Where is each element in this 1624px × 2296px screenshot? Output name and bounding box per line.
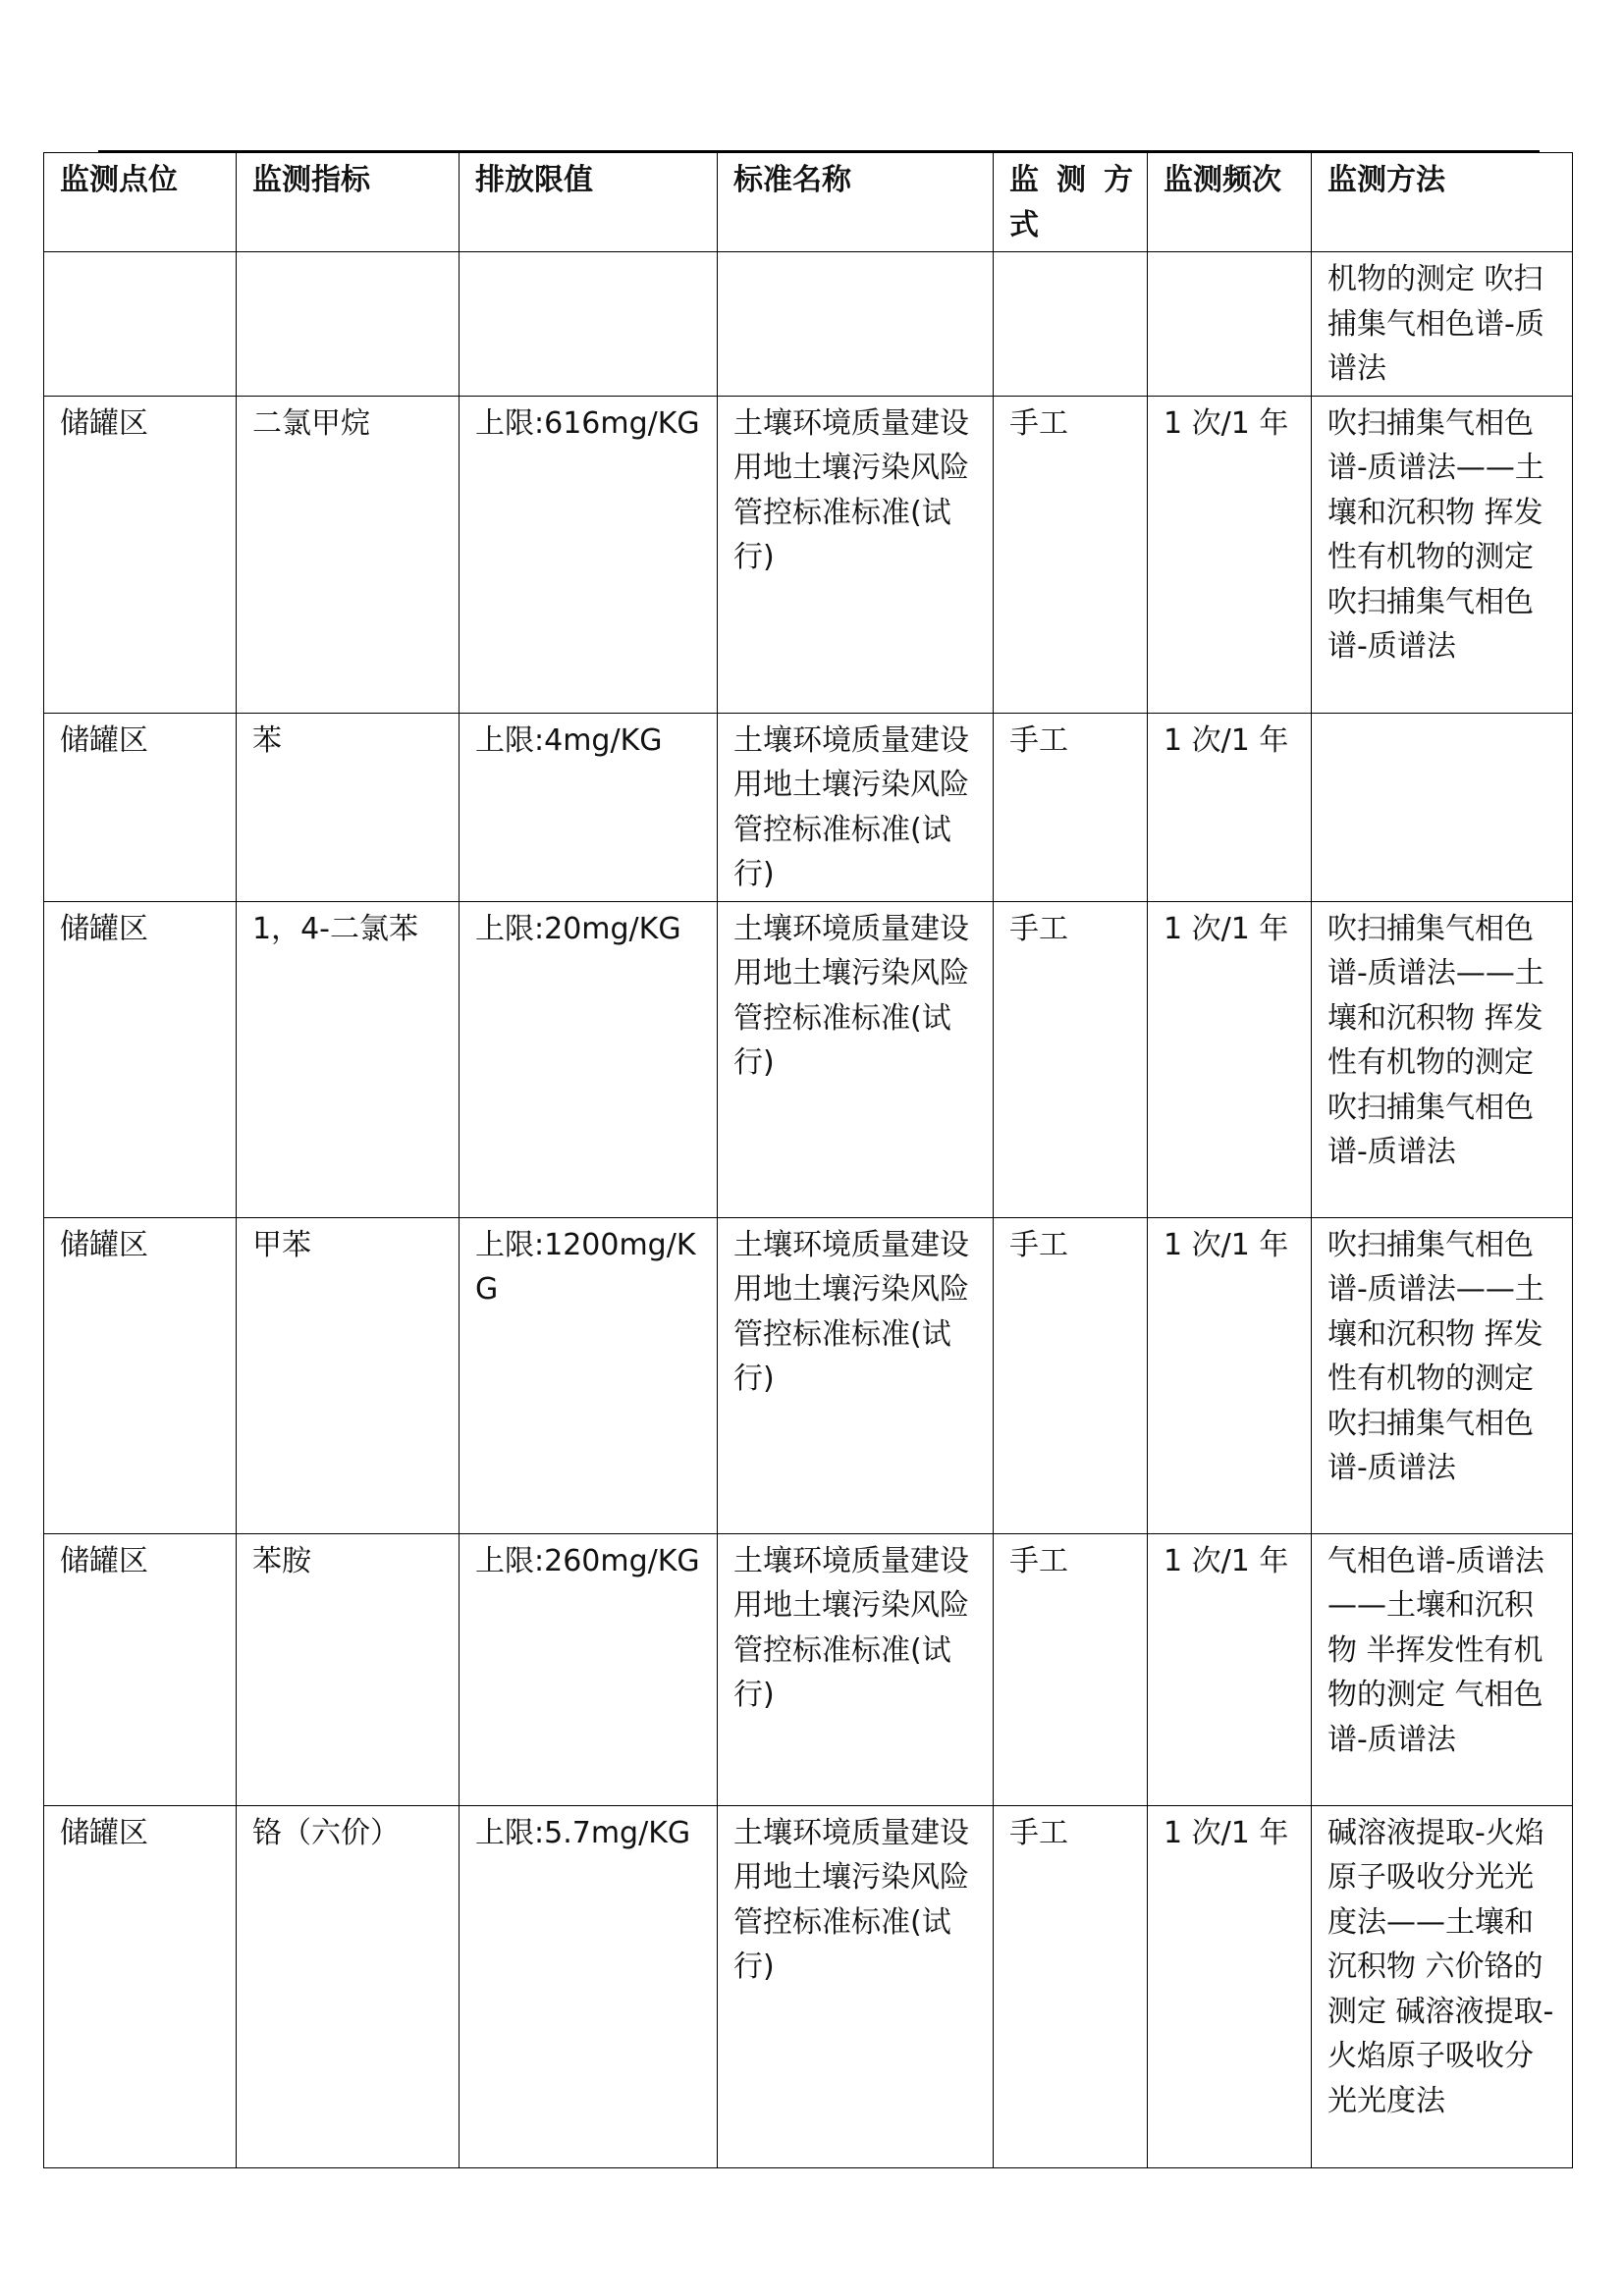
cell-method: 吹扫捕集气相色谱-质谱法——土壤和沉积物 挥发性有机物的测定 吹扫捕集气相色谱-质谱法 [1312, 396, 1573, 713]
cell-limit: 上限:260mg/KG [460, 1533, 718, 1805]
cell-method: 吹扫捕集气相色谱-质谱法——土壤和沉积物 挥发性有机物的测定 吹扫捕集气相色谱-质谱法 [1312, 1217, 1573, 1533]
header-monitoring-mode: 监 测 方 式 [994, 153, 1148, 252]
cell-standard: 土壤环境质量建设用地土壤污染风险管控标准标准(试行) [718, 901, 994, 1217]
cell-point: 储罐区 [44, 1217, 237, 1533]
table-row [44, 1217, 1573, 1533]
cell-point: 储罐区 [44, 396, 237, 713]
table-header-row [44, 153, 1573, 252]
cell-frequency: 1 次/1 年 [1148, 396, 1312, 713]
table-row [44, 1805, 1573, 2167]
cell-standard: 土壤环境质量建设用地土壤污染风险管控标准标准(试行) [718, 396, 994, 713]
table-row [44, 713, 1573, 901]
table-row [44, 252, 1573, 397]
header-monitoring-indicator: 监测指标 [237, 153, 460, 252]
cell-indicator: 铬（六价） [237, 1805, 460, 2167]
header-monitoring-frequency: 监测频次 [1148, 153, 1312, 252]
header-standard-name: 标准名称 [718, 153, 994, 252]
cell-frequency: 1 次/1 年 [1148, 1533, 1312, 1805]
table-row [44, 901, 1573, 1217]
cell-limit: 上限:4mg/KG [460, 713, 718, 901]
cell-mode: 手工 [994, 396, 1148, 713]
cell-method [1312, 713, 1573, 901]
cell-frequency: 1 次/1 年 [1148, 1805, 1312, 2167]
cell-point: 储罐区 [44, 901, 237, 1217]
cell-point: 储罐区 [44, 713, 237, 901]
cell-limit [460, 252, 718, 397]
cell-point: 储罐区 [44, 1533, 237, 1805]
cell-indicator [237, 252, 460, 397]
header-emission-limit: 排放限值 [460, 153, 718, 252]
cell-standard [718, 252, 994, 397]
cell-frequency: 1 次/1 年 [1148, 713, 1312, 901]
cell-limit: 上限:1200mg/KG [460, 1217, 718, 1533]
cell-indicator: 苯 [237, 713, 460, 901]
cell-method: 吹扫捕集气相色谱-质谱法——土壤和沉积物 挥发性有机物的测定 吹扫捕集气相色谱-质谱法 [1312, 901, 1573, 1217]
cell-standard: 土壤环境质量建设用地土壤污染风险管控标准标准(试行) [718, 1217, 994, 1533]
cell-frequency: 1 次/1 年 [1148, 901, 1312, 1217]
cell-indicator: 二氯甲烷 [237, 396, 460, 713]
cell-limit: 上限:20mg/KG [460, 901, 718, 1217]
cell-standard: 土壤环境质量建设用地土壤污染风险管控标准标准(试行) [718, 713, 994, 901]
cell-mode: 手工 [994, 1805, 1148, 2167]
cell-standard: 土壤环境质量建设用地土壤污染风险管控标准标准(试行) [718, 1805, 994, 2167]
table-row [44, 396, 1573, 713]
cell-point: 储罐区 [44, 1805, 237, 2167]
cell-method: 机物的测定 吹扫捕集气相色谱-质谱法 [1312, 252, 1573, 397]
cell-frequency [1148, 252, 1312, 397]
cell-indicator: 甲苯 [237, 1217, 460, 1533]
monitoring-table [43, 152, 1573, 2168]
cell-limit: 上限:5.7mg/KG [460, 1805, 718, 2167]
cell-mode: 手工 [994, 713, 1148, 901]
cell-indicator: 1，4-二氯苯 [237, 901, 460, 1217]
header-monitoring-point: 监测点位 [44, 153, 237, 252]
header-monitoring-method: 监测方法 [1312, 153, 1573, 252]
table-row [44, 1533, 1573, 1805]
cell-mode: 手工 [994, 1533, 1148, 1805]
cell-mode: 手工 [994, 901, 1148, 1217]
cell-mode: 手工 [994, 1217, 1148, 1533]
cell-standard: 土壤环境质量建设用地土壤污染风险管控标准标准(试行) [718, 1533, 994, 1805]
cell-point [44, 252, 237, 397]
cell-indicator: 苯胺 [237, 1533, 460, 1805]
cell-limit: 上限:616mg/KG [460, 396, 718, 713]
cell-method: 气相色谱-质谱法——土壤和沉积物 半挥发性有机物的测定 气相色谱-质谱法 [1312, 1533, 1573, 1805]
cell-frequency: 1 次/1 年 [1148, 1217, 1312, 1533]
cell-method: 碱溶液提取-火焰原子吸收分光光度法——土壤和沉积物 六价铬的测定 碱溶液提取-火焰原子吸收分光光度法 [1312, 1805, 1573, 2167]
cell-mode [994, 252, 1148, 397]
